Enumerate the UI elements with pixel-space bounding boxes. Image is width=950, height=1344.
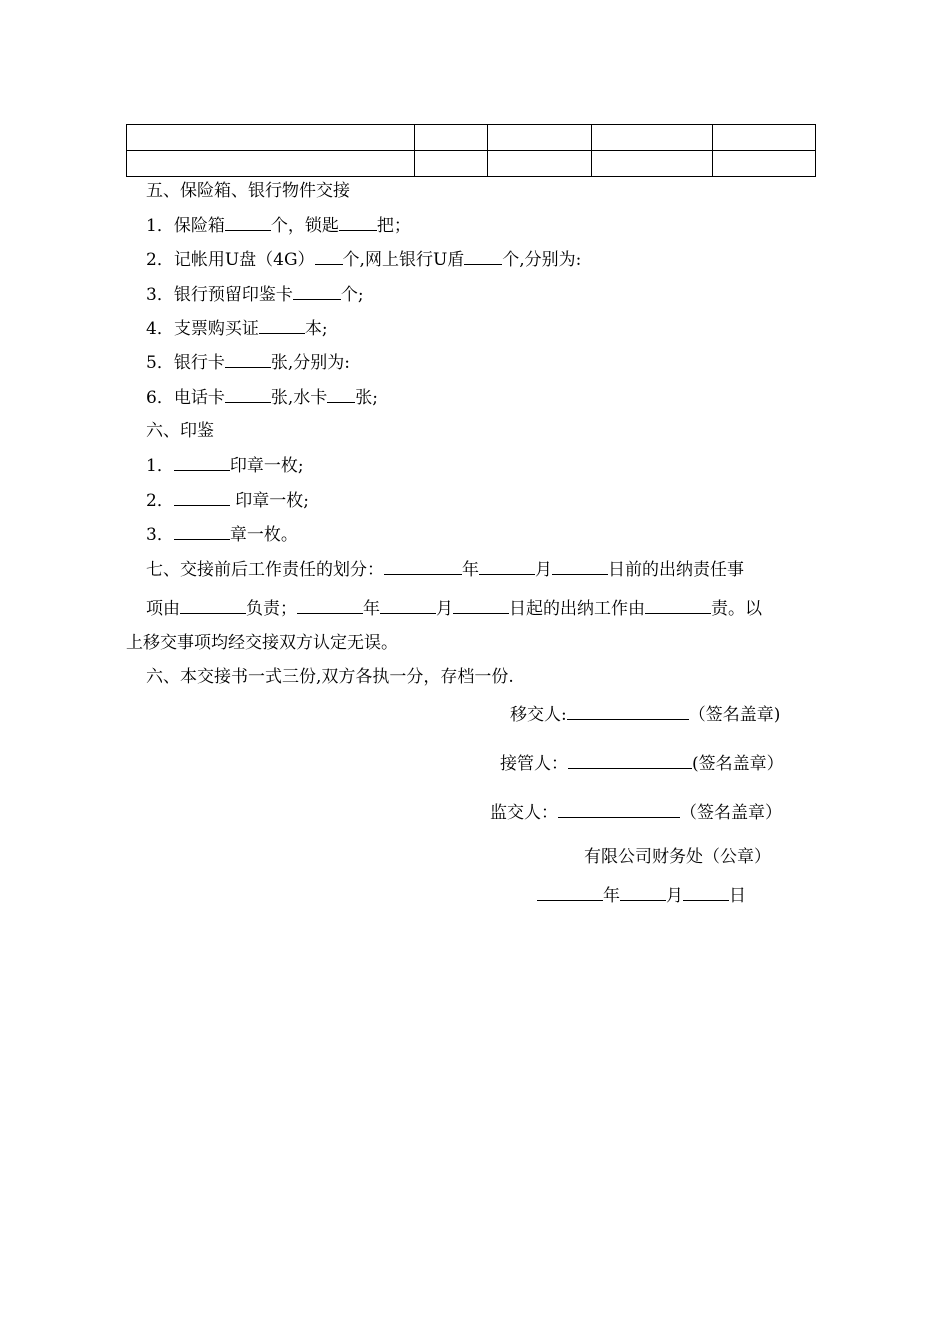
after-duty-text: 日起的出纳工作由 [509, 599, 645, 619]
table-row [127, 125, 816, 151]
seal-1-text: 印章一枚; [229, 456, 304, 476]
ukey-label: 个,网上银行U盾 [342, 250, 465, 270]
before-month-blank[interactable] [479, 558, 535, 575]
seal-3-number: 3． [146, 525, 174, 545]
usb-count-blank[interactable] [315, 248, 343, 265]
new-cashier-blank[interactable] [645, 597, 711, 614]
seal-3-text: 章一枚。 [229, 525, 298, 545]
before-year-blank[interactable] [384, 558, 462, 575]
phone-card-label: 6．电话卡 [146, 388, 225, 408]
table-cell [415, 151, 488, 177]
water-card-unit: 张; [355, 388, 378, 408]
year-label: 年 [363, 599, 380, 619]
water-card-label: 张,水卡 [270, 388, 328, 408]
usb-item [146, 248, 581, 271]
bank-card-unit: 张,分别为: [270, 353, 350, 373]
receiver-blank[interactable] [568, 752, 692, 769]
bank-card-label: 5．银行卡 [146, 353, 225, 373]
seal-2-text: 印章一枚; [229, 491, 309, 511]
seal-3-blank[interactable] [174, 523, 230, 540]
duty-by-label: 项由 [146, 599, 180, 619]
table-cell [127, 151, 415, 177]
table-row [127, 151, 816, 177]
table-cell [127, 125, 415, 151]
key-count-blank[interactable] [339, 214, 377, 231]
cheque-cert-label: 4．支票购买证 [146, 319, 259, 339]
safe-count-blank[interactable] [225, 214, 271, 231]
confirmation-text: 上移交事项均经交接双方认定无误。 [126, 633, 398, 653]
date-month-blank[interactable] [620, 884, 666, 901]
table-cell [488, 151, 592, 177]
usb-label: 2．记帐用U盘（4G） [146, 250, 315, 270]
before-day-blank[interactable] [552, 558, 608, 575]
transferor-label: 移交人: [510, 705, 567, 725]
after-year-blank[interactable] [297, 597, 363, 614]
duty-end-text: 责。以 [711, 599, 762, 619]
table-cell [415, 125, 488, 151]
transferor-suffix: （签名盖章) [688, 705, 781, 725]
seal-2-number: 2． [146, 491, 174, 511]
table-cell [592, 125, 713, 151]
table-cell [713, 125, 816, 151]
seal-1-blank[interactable] [174, 454, 230, 471]
cheque-cert-item [146, 317, 328, 340]
key-label: 个，锁匙 [270, 216, 339, 236]
seal-card-item [146, 283, 364, 306]
seal-item-2 [146, 489, 309, 512]
safe-label: 1．保险箱 [146, 216, 225, 236]
date-year-blank[interactable] [537, 884, 603, 901]
receiver-suffix: (签名盖章） [692, 754, 784, 774]
supervisor-label: 监交人： [490, 803, 558, 823]
responsibility-line-2 [146, 597, 762, 620]
month-label: 月 [535, 560, 552, 580]
seal-card-unit: 个; [340, 285, 364, 305]
key-unit: 把； [376, 216, 411, 236]
seal-card-blank[interactable] [293, 283, 341, 300]
responsibility-line-1 [146, 558, 744, 581]
month-label: 月 [436, 599, 453, 619]
receiver-signature [500, 752, 784, 775]
copies-text: 六、本交接书一式三份,双方各执一分，存档一份. [146, 667, 514, 687]
section-6-heading: 六、印鉴 [146, 421, 214, 441]
bank-card-item [146, 351, 350, 374]
receiver-label: 接管人： [500, 754, 568, 774]
supervisor-signature [490, 801, 782, 824]
after-month-blank[interactable] [380, 597, 436, 614]
water-card-blank[interactable] [327, 386, 355, 403]
company-seal-text: 有限公司财务处（公章） [584, 847, 771, 867]
seal-1-number: 1． [146, 456, 174, 476]
responsible-label: 负责； [246, 599, 297, 619]
supervisor-suffix: （签名盖章） [680, 803, 782, 823]
date-day-label: 日 [729, 886, 746, 906]
date-month-label: 月 [666, 886, 683, 906]
transferor-blank[interactable] [567, 703, 689, 720]
phone-card-item [146, 386, 378, 409]
signing-date [537, 884, 746, 907]
after-day-blank[interactable] [453, 597, 509, 614]
section-5-heading: 五、保险箱、银行物件交接 [146, 181, 350, 201]
date-day-blank[interactable] [683, 884, 729, 901]
cheque-cert-blank[interactable] [259, 317, 305, 334]
cheque-cert-unit: 本; [304, 319, 328, 339]
bank-card-blank[interactable] [225, 351, 271, 368]
before-duty-text: 日前的出纳责任事 [608, 560, 744, 580]
date-year-label: 年 [603, 886, 620, 906]
seal-item-3 [146, 523, 298, 546]
ukey-count-blank[interactable] [464, 248, 502, 265]
safe-item [146, 214, 411, 237]
former-cashier-blank[interactable] [180, 597, 246, 614]
handover-table [126, 124, 816, 177]
table-cell [592, 151, 713, 177]
table-cell [713, 151, 816, 177]
transferor-signature [510, 703, 780, 726]
ukey-unit: 个,分别为: [502, 250, 582, 270]
seal-card-label: 3．银行预留印鉴卡 [146, 285, 293, 305]
phone-card-blank[interactable] [225, 386, 271, 403]
year-label: 年 [462, 560, 479, 580]
supervisor-blank[interactable] [558, 801, 680, 818]
seal-item-1 [146, 454, 304, 477]
table-cell [488, 125, 592, 151]
responsibility-heading: 七、交接前后工作责任的划分： [146, 560, 384, 580]
seal-2-blank[interactable] [174, 489, 230, 506]
